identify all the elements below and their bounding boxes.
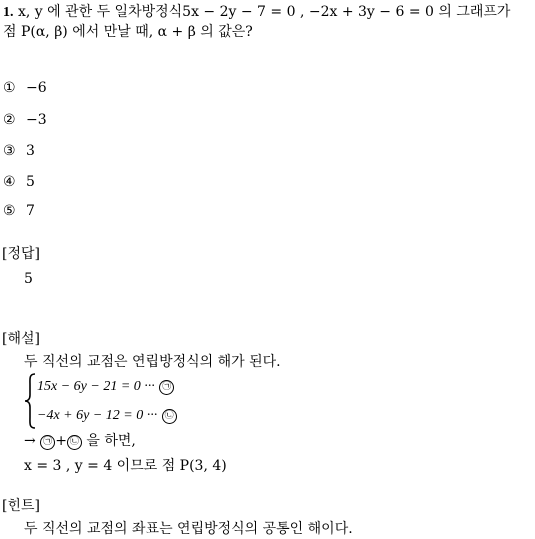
equation-2-mark: ㉡	[162, 409, 177, 424]
explanation-line-1: 두 직선의 교점은 연립방정식의 해가 된다.	[24, 354, 281, 370]
option-3-marker: ③	[3, 143, 16, 159]
explanation-result: x = 3 , y = 4 이므로 점 P(3, 4)	[24, 458, 227, 474]
question-number: 1.	[3, 5, 14, 20]
option-3-text: 3	[26, 143, 35, 159]
option-1[interactable]	[3, 80, 47, 96]
answer-value: 5	[24, 271, 33, 287]
system-equation-1	[37, 378, 174, 395]
option-3[interactable]	[3, 143, 35, 159]
option-4[interactable]	[3, 174, 35, 190]
option-1-text: −6	[26, 80, 47, 96]
equation-1-text: 15x − 6y − 21 = 0 ···	[37, 379, 155, 394]
option-2[interactable]	[3, 112, 47, 128]
hint-text: 두 직선의 교점의 좌표는 연립방정식의 공통인 해이다.	[24, 521, 353, 537]
explanation-heading: [해설]	[2, 331, 40, 347]
step-mark-1: ㉠	[40, 435, 55, 450]
hint-heading: [힌트]	[2, 498, 40, 514]
option-4-text: 5	[26, 174, 35, 190]
system-equation-2	[37, 407, 177, 424]
explanation-step	[24, 433, 136, 450]
option-2-text: −3	[26, 112, 47, 128]
system-brace	[24, 373, 38, 429]
option-5-text: 7	[26, 203, 35, 219]
question-line-2: 점 P(α, β) 에서 만날 때, α + β 의 값은?	[3, 24, 253, 40]
step-mark-2: ㉡	[67, 435, 82, 450]
equation-1-mark: ㉠	[159, 380, 174, 395]
equation-2-text: −4x + 6y − 12 = 0 ···	[37, 408, 158, 423]
option-5-marker: ⑤	[3, 203, 16, 219]
option-1-marker: ①	[3, 80, 16, 96]
option-4-marker: ④	[3, 174, 16, 190]
step-plus: +	[55, 433, 67, 449]
option-2-marker: ②	[3, 112, 16, 128]
option-5[interactable]	[3, 203, 35, 219]
step-suffix: 을 하면,	[86, 433, 136, 449]
question-text-line-1: x, y 에 관한 두 일차방정식5x − 2y − 7 = 0 , −2x + 3y − 6 = 0 의 그래프가	[17, 4, 511, 20]
question-line-1	[3, 4, 510, 21]
step-arrow: →	[24, 433, 36, 449]
answer-heading: [정답]	[2, 246, 40, 262]
